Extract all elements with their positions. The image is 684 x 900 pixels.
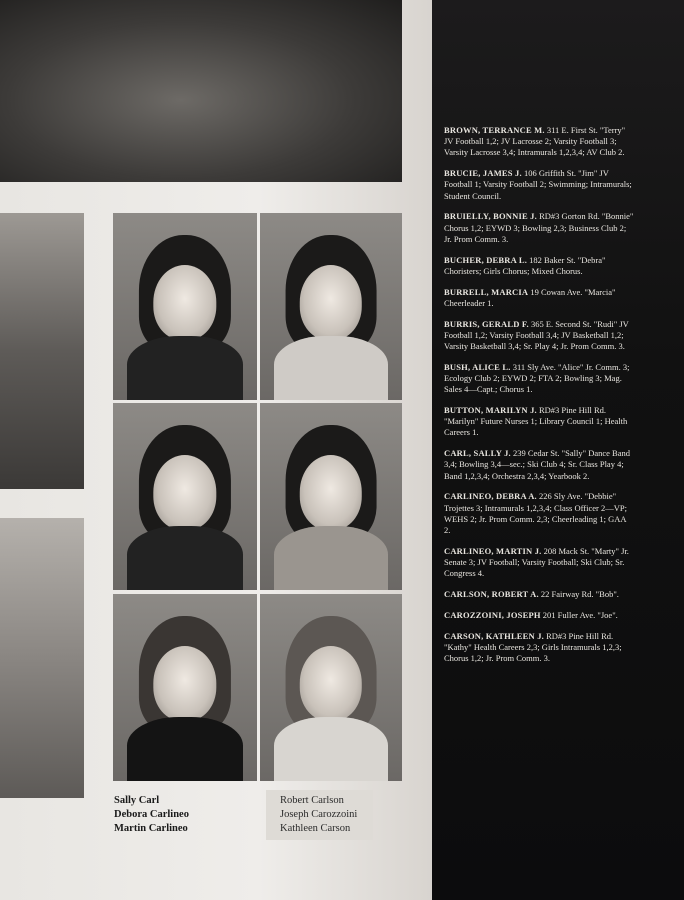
portrait-robert-carlson (260, 213, 402, 400)
portrait-kathleen-carson (260, 594, 402, 781)
entry-text: RD#3 Gorton Rd. "Bonnie" Chorus 1,2; EYWD 3; Bowling 2,3; Business Club 2; Jr. Prom Comm. 3. (444, 211, 634, 244)
entry-name: CARLSON, ROBERT A. (444, 589, 539, 600)
senior-entry (444, 362, 634, 396)
entry-name: BURRELL, MARCIA (444, 286, 529, 297)
entry-name: BUSH, ALICE L. (444, 361, 511, 372)
entry-name: CARSON, KATHLEEN J. (444, 630, 544, 641)
senior-entry (444, 255, 634, 277)
portrait-sally-carl (113, 213, 257, 400)
caption-name: Kathleen Carson (280, 823, 351, 834)
entry-text: RD#3 Pine Hill Rd. "Marilyn" Future Nurses 1; Library Council 1; Health Careers 1. (444, 405, 628, 438)
senior-entry (444, 168, 634, 202)
senior-entry (444, 405, 634, 439)
entry-text: 226 Sly Ave. "Debbie" Trojettes 3; Intramurals 1,2,3,4; Class Officer 2—VP; WEHS 2; Jr. Prom Comm. 2,3; Cheerleading 1; GAA 2. (444, 491, 627, 536)
entry-name: CARLINEO, MARTIN J. (444, 545, 542, 556)
entry-text: RD#3 Pine Hill Rd. "Kathy" Health Careers 2,3; Girls Intramurals 1,2,3; Chorus 1,2; Jr. Prom Comm. 3. (444, 630, 622, 664)
senior-entry (444, 610, 634, 621)
entry-text: 201 Fuller Ave. "Joe". (542, 609, 618, 620)
entry-name: BUCHER, DEBRA L. (444, 254, 528, 265)
entry-name: CARLINEO, DEBRA A. (444, 491, 537, 502)
candid-photo-group-top (0, 0, 402, 182)
entry-text: 208 Mack St. "Marty" Jr. Senate 3; JV Football; Varsity Football; Ski Club; Sr. Congress 4. (444, 545, 629, 579)
caption-name: Robert Carlson (280, 795, 344, 806)
entry-text: 106 Griffith St. "Jim" JV Football 1; Varsity Football 2; Swimming; Intramurals; Student Council. (444, 168, 632, 201)
senior-entry (444, 448, 634, 482)
caption-name: Debora Carlineo (114, 809, 189, 820)
entry-text: 182 Baker St. "Debra" Choristers; Girls Chorus; Mixed Chorus. (444, 254, 606, 276)
senior-entry (444, 125, 634, 159)
senior-entry (444, 631, 634, 665)
entry-text: 19 Cowan Ave. "Marcia" Cheerleader 1. (444, 286, 616, 308)
entry-name: CARL, SALLY J. (444, 448, 511, 459)
portrait-joseph-carozzoini (260, 403, 402, 590)
senior-entry (444, 319, 634, 353)
senior-entry (444, 287, 634, 309)
entry-name: BURRIS, GERALD F. (444, 318, 529, 329)
entry-text: 311 Sly Ave. "Alice" Jr. Comm. 3; Ecology Club 2; EYWD 2; FTA 2; Bowling 3; Mag. Sales 4—Capt.; Chorus 1. (444, 361, 630, 395)
portrait-martin-carlineo (113, 594, 257, 781)
portrait-captions-left (114, 794, 189, 836)
entry-text: 239 Cedar St. "Sally" Dance Band 3,4; Bowling 3,4—sec.; Ski Club 4; Sr. Class Play 4; Band 1,2,3,4; Orchestra 2,3,4; Yearbook 2. (444, 448, 630, 481)
entry-name: BUTTON, MARILYN J. (444, 405, 537, 416)
caption-name: Joseph Carozzoini (280, 809, 358, 820)
senior-entry (444, 491, 634, 536)
entry-name: BRUCIE, JAMES J. (444, 168, 522, 179)
candid-photo-students-standing (0, 518, 84, 798)
entry-text: 365 E. Second St. "Rudi" JV Football 1,2; Varsity Football 3,4; JV Basketball 1,2; Varsity Basketball 3,4; Sr. Play 4; Jr. Prom Comm. 3. (444, 318, 629, 352)
senior-entries-list (444, 125, 634, 674)
senior-entry (444, 546, 634, 580)
entry-name: BRUIELLY, BONNIE J. (444, 211, 537, 222)
senior-entry (444, 211, 634, 245)
candid-photo-student-writing (0, 213, 84, 489)
entry-text: 22 Fairway Rd. "Bob". (540, 589, 619, 600)
caption-name: Sally Carl (114, 795, 160, 806)
caption-name: Martin Carlineo (114, 823, 188, 834)
portrait-debora-carlineo (113, 403, 257, 590)
entry-text: 311 E. First St. "Terry" JV Football 1,2; JV Lacrosse 2; Varsity Football 3; Varsity Lacrosse 3,4; Intramurals 1,2,3,4; AV Club 2. (444, 125, 626, 158)
portrait-captions-right (266, 790, 373, 840)
senior-entry (444, 589, 634, 600)
entry-name: CAROZZOINI, JOSEPH (444, 609, 541, 620)
entry-name: BROWN, TERRANCE M. (444, 125, 545, 135)
